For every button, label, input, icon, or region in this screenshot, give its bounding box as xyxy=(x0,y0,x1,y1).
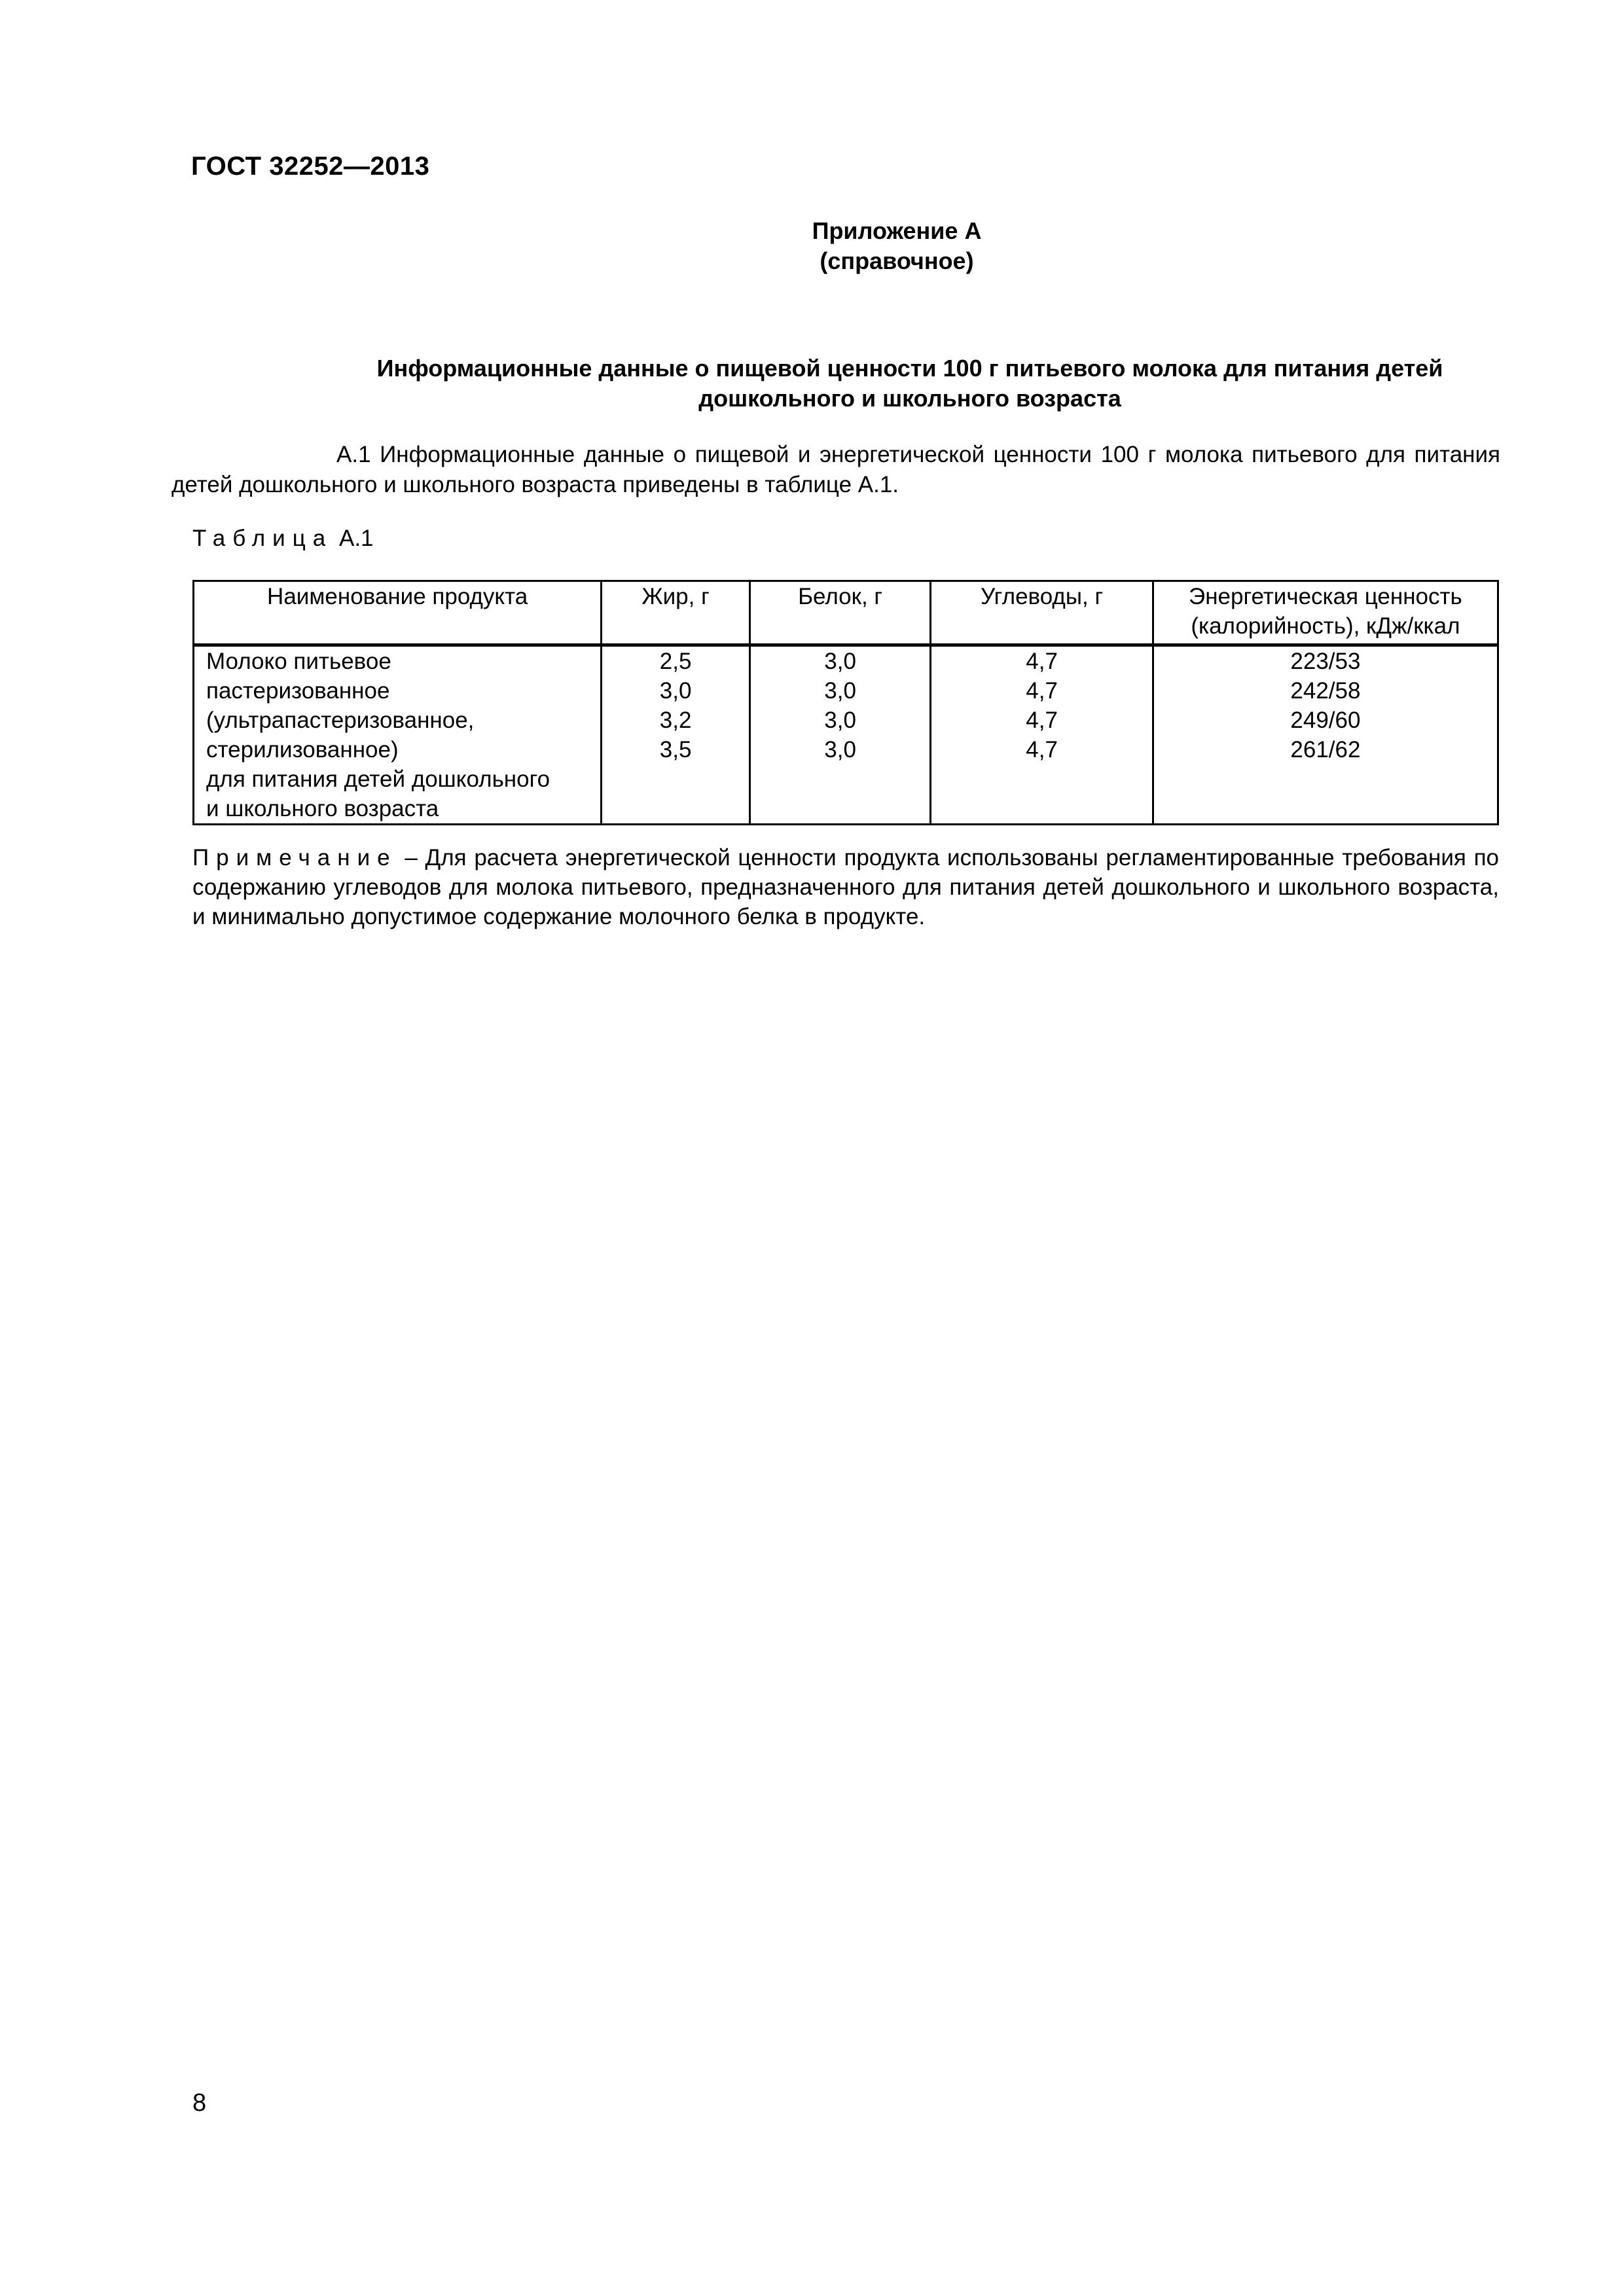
carbs-value: 4,7 xyxy=(1026,708,1058,733)
protein-value: 3,0 xyxy=(824,737,856,762)
cell-fat xyxy=(602,645,750,825)
note-dash: – xyxy=(397,845,425,870)
header-protein: Белок, г xyxy=(749,581,930,645)
fat-value: 3,0 xyxy=(659,678,692,704)
appendix-title: Приложение А xyxy=(812,217,982,244)
carbs-value: 4,7 xyxy=(1026,678,1058,704)
product-line: (ультрапастеризованное, xyxy=(206,708,475,733)
protein-value: 3,0 xyxy=(824,708,856,733)
note-text: Для расчета энергетической ценности продукта использованы регламентированные требования по содержанию углеводов для молока питьевого, предназначенного для питания детей дошкольного и школьного возраста, и минимально допустимое содержание молочного белка в продукте. xyxy=(192,845,1499,929)
protein-value: 3,0 xyxy=(824,649,856,674)
product-line: Молоко питьевое xyxy=(206,649,391,674)
intro-paragraph: А.1 Информационные данные о пищевой и энергетической ценности 100 г молока питьевого для питания детей дошкольного и школьного возраста приведены в таблице А.1. xyxy=(171,442,1500,497)
cell-product xyxy=(194,645,602,825)
header-energy xyxy=(1153,581,1498,645)
product-line: для питания детей дошкольного xyxy=(206,766,550,792)
appendix-type: (справочное) xyxy=(820,247,974,274)
product-line: стерилизованное) xyxy=(206,737,399,762)
energy-value: 242/58 xyxy=(1290,678,1361,704)
page-number: 8 xyxy=(192,2089,207,2117)
document-title xyxy=(314,353,1506,414)
document-title-line-2: дошкольного и школьного возраста xyxy=(698,385,1121,412)
cell-carbs xyxy=(931,645,1153,825)
fat-value: 2,5 xyxy=(659,649,692,674)
table-row xyxy=(194,645,1498,825)
protein-value: 3,0 xyxy=(824,678,856,704)
energy-value: 261/62 xyxy=(1290,737,1361,762)
table-caption-number: А.1 xyxy=(338,526,374,551)
carbs-value: 4,7 xyxy=(1026,737,1058,762)
cell-protein xyxy=(749,645,930,825)
table-caption xyxy=(192,524,374,554)
standard-id: ГОСТ 32252—2013 xyxy=(191,152,430,181)
cell-energy xyxy=(1153,645,1498,825)
header-energy-line-1: Энергетическая ценность xyxy=(1189,584,1462,609)
product-line: и школьного возраста xyxy=(206,796,439,821)
energy-value: 249/60 xyxy=(1290,708,1361,733)
header-energy-line-2: (калорийность), кДж/ккал xyxy=(1191,613,1460,639)
appendix-heading xyxy=(753,216,1041,276)
fat-value: 3,2 xyxy=(659,708,692,733)
header-fat: Жир, г xyxy=(602,581,750,645)
table-note xyxy=(192,843,1499,931)
fat-value: 3,5 xyxy=(659,737,692,762)
nutrition-table xyxy=(192,580,1499,825)
note-label: Примечание xyxy=(192,845,397,870)
header-product: Наименование продукта xyxy=(194,581,602,645)
carbs-value: 4,7 xyxy=(1026,649,1058,674)
header-carbs: Углеводы, г xyxy=(931,581,1153,645)
table-caption-word: Таблица xyxy=(192,526,333,551)
product-line: пастеризованное xyxy=(206,678,390,704)
table-header-row xyxy=(194,581,1498,645)
energy-value: 223/53 xyxy=(1290,649,1361,674)
document-title-line-1: Информационные данные о пищевой ценности 100 г питьевого молока для питания детей xyxy=(376,355,1443,382)
